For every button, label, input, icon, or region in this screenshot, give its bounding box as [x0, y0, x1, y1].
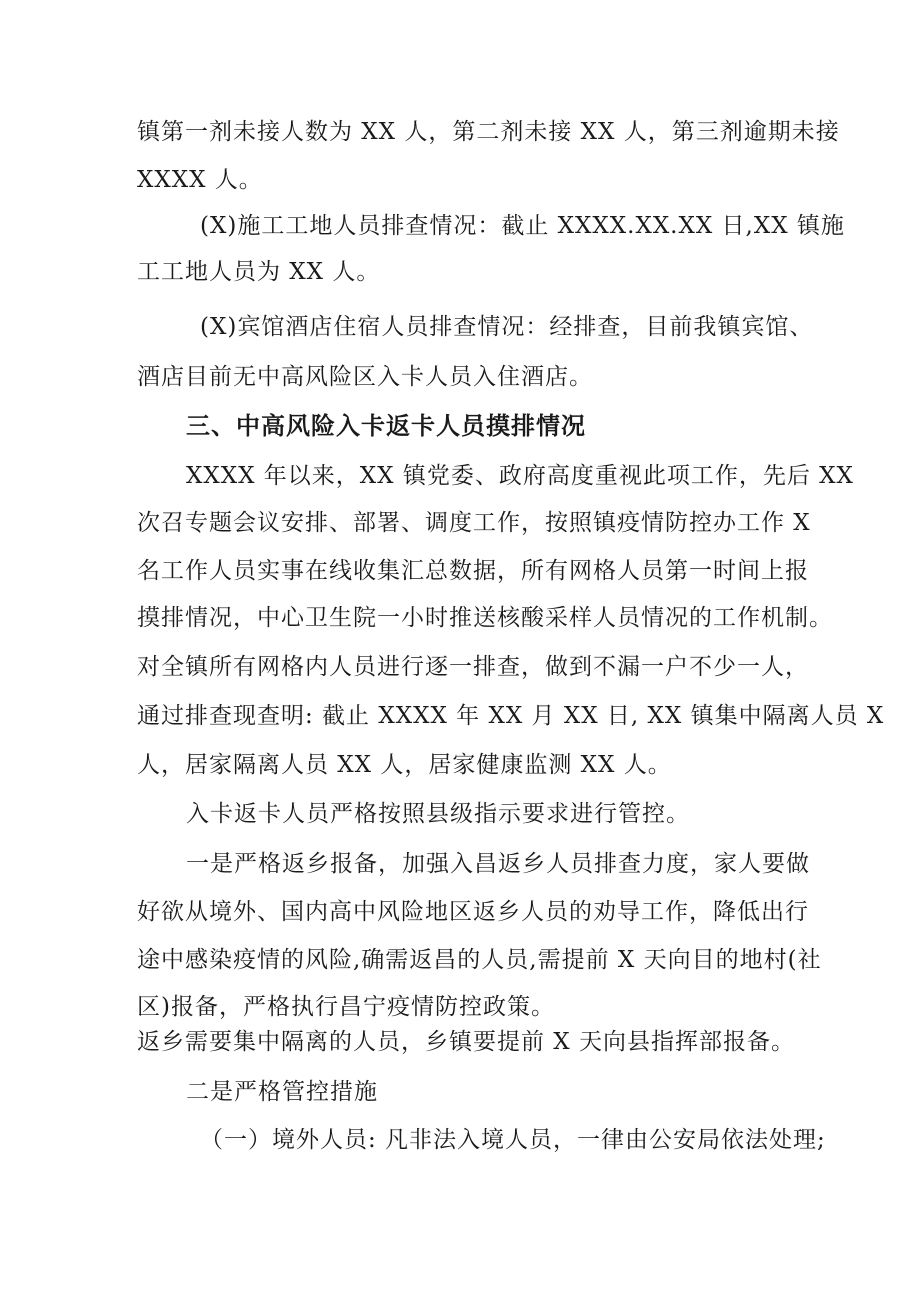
body-line: 好欲从境外、国内高中风险地区返乡人员的劝导工作，降低出行: [137, 899, 809, 925]
body-line: 工工地人员为 XX 人。: [137, 259, 381, 285]
body-line: 二是严格管控措施: [186, 1079, 378, 1105]
body-line: 人，居家隔离人员 XX 人，居家健康监测 XX 人。: [137, 752, 672, 778]
body-line: 名工作人员实事在线收集汇总数据，所有网格人员第一时间上报: [137, 558, 809, 584]
body-line: （一）境外人员: 凡非法入境人员，一律由公安局依法处理;: [200, 1127, 826, 1153]
body-line: 次召专题会议安排、部署、调度工作，按照镇疫情防控办工作 X: [137, 510, 811, 536]
body-line: (X)施工工地人员排查情况：截止 XXXX.XX.XX 日,XX 镇施: [200, 213, 845, 239]
body-line: 摸排情况，中心卫生院一小时推送核酸采样人员情况的工作机制。: [137, 605, 833, 631]
body-line: 对全镇所有网格内人员进行逐一排查，做到不漏一户不少一人，: [137, 654, 809, 680]
body-line: 镇第一剂未接人数为 XX 人，第二剂未接 XX 人，第三剂逾期未接: [137, 119, 840, 145]
body-line: 区)报备，严格执行昌宁疫情防控政策。: [137, 994, 555, 1020]
body-line: 途中感染疫情的风险,确需返昌的人员,需提前 X 天向目的地村(社: [137, 947, 822, 973]
body-line: 入卡返卡人员严格按照县级指示要求进行管控。: [186, 801, 690, 827]
body-line: 一是严格返乡报备，加强入昌返乡人员排查力度，家人要做: [186, 851, 810, 877]
body-line: XXXX 人。: [137, 167, 263, 193]
body-line: 酒店目前无中高风险区入卡人员入住酒店。: [137, 364, 593, 390]
body-line: (X)宾馆酒店住宿人员排查情况：经排查，目前我镇宾馆、: [200, 314, 814, 340]
section-heading: 三、中高风险入卡返卡人员摸排情况: [186, 412, 586, 440]
body-line: 通过排查现查明: 截止 XXXX 年 XX 月 XX 日, XX 镇集中隔离人员 X: [137, 703, 885, 729]
body-line: 返乡需要集中隔离的人员，乡镇要提前 X 天向县指挥部报备。: [137, 1029, 795, 1055]
body-line: XXXX 年以来，XX 镇党委、政府高度重视此项工作，先后 XX: [186, 463, 854, 489]
